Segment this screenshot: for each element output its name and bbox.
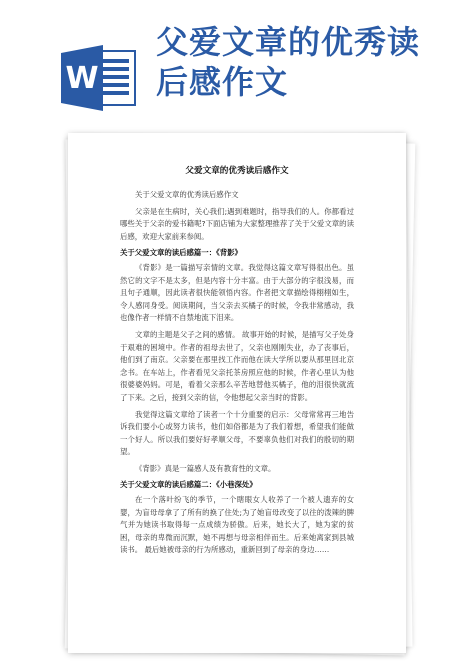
document-body (120, 165, 354, 561)
paragraph: 《背影》是一篇描写亲情的文章。我觉得这篇文章写得很出色。虽然它的文字不是太多，但是内容十分丰富。由于大部分的字很浅易，而且句子通顺，因此读者很快能领悟内容。作者把文章描绘得栩栩如生，令人感同身受。阅读期间，当父亲去买橘子的时候，令我非常感动，我也像作者一样情不自禁地流下泪来。 (120, 262, 354, 323)
section-heading: 关于父爱文章的读后感篇一：《背影》 (120, 248, 242, 258)
logo-letter: W (65, 61, 99, 96)
paragraph: 在一个落叶纷飞的季节，一个瞎眼女人收养了一个被人遗弃的女婴，为盲母母拿了了所有的换了住处;为了她盲母改变了以往的泼辣的脾气并为她读书取得每一点成绩为骄傲。后来，她长大了，她为家的贫困，母亲的卑微而沉默，她不再想与母亲相伴而生。后来她离家到县城读书。 最后她被母亲的行为所感动，重新回到了母亲的身边…… (120, 495, 354, 555)
title-line-2: 后感作文 (156, 63, 289, 101)
section-heading: 关于父爱文章的读后感篇二：《小巷深处》 (120, 480, 257, 490)
paragraph: 《背影》真是一篇感人及有教育性的文章。 (135, 463, 276, 473)
paragraph: 文章的主题是父子之间的感情。 故事开始的时候，是描写父子处身于艰难的困境中。作者的祖母去世了，父亲也刚刚失业，办了丧事后，他们到了南京。父亲要在那里找工作而他在读大学所以要从那里回北京念书。在车站上，作者看见父亲托茶房照应他的时候，作者心里认为他很婆婆妈妈。可是，看着父亲那么辛苦地替他买橘子，他的泪很快就流了下来。之后，接到父亲的信，令他想起父亲当时的背影。 (120, 329, 354, 402)
paragraph: 父亲是在生病时，关心我们;遇到难题时，指导我们的人。你都看过哪些关于父亲的爱书籍呢?下面店铺为大家整理推荐了关于父爱文章的读后感，欢迎大家前来参阅。 (120, 206, 354, 241)
word-document-icon (61, 45, 137, 111)
document-page (68, 133, 406, 653)
title-line-1: 父爱文章的优秀读 (156, 23, 421, 61)
document-title: 父爱文章的优秀读后感作文 (185, 166, 289, 176)
paragraph: 我觉得这篇文章给了读者一个十分重要的启示：父母常常再三地告诉我们要小心或努力读书，他们如俗都是为了我们着想，希望我们能做一个好人。所以我们要好好孝顺父母，不要辜负他们对我们的殷切的期望。 (120, 409, 354, 457)
header-banner (0, 0, 474, 120)
page-title (156, 22, 466, 102)
paragraph: 关于父爱文章的优秀读后感作文 (135, 190, 239, 199)
